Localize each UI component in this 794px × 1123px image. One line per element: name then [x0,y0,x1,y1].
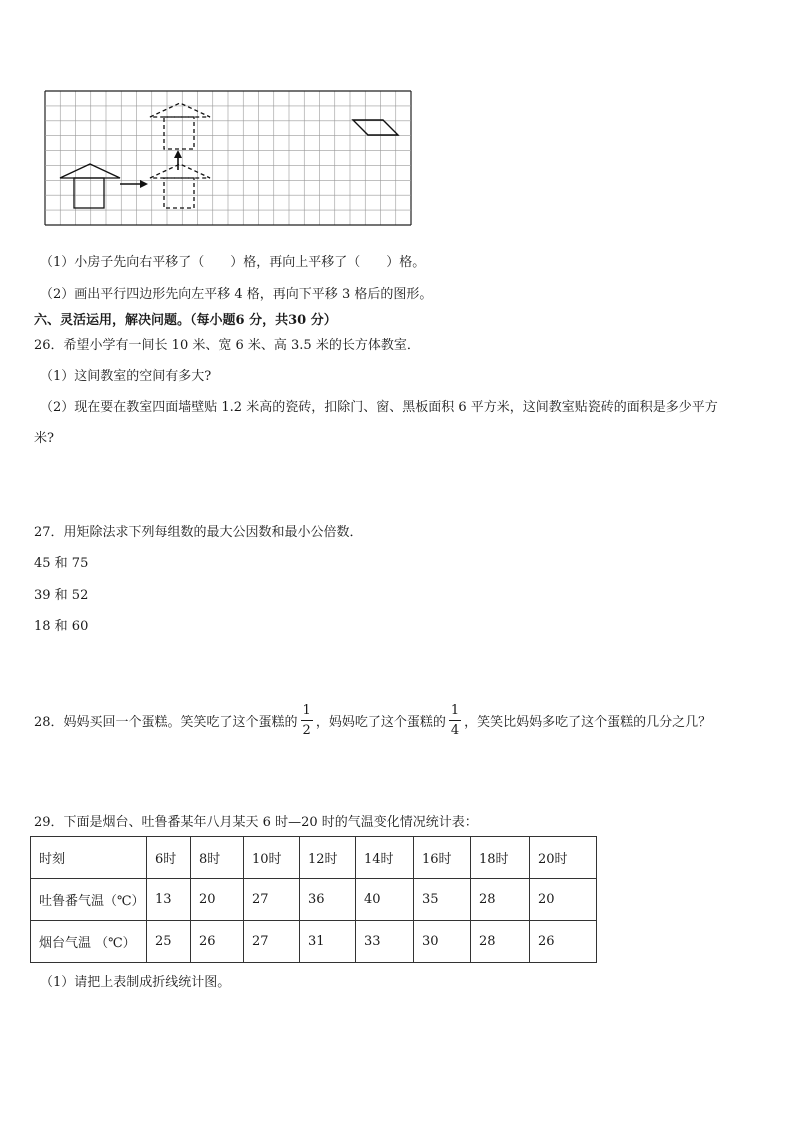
time-cell: 14时 [356,837,414,879]
house-shifted-right [150,164,210,208]
q28-text-b: ，妈妈吃了这个蛋糕的 [315,714,446,730]
q26-stem: 26．希望小学有一间长 10 米、宽 6 米、高 3.5 米的长方体教室． [34,338,420,353]
value-cell: 13 [147,879,191,921]
value-cell: 26 [530,921,597,963]
value-cell: 28 [471,921,530,963]
fraction1-numerator: 1 [301,704,313,721]
value-cell: 33 [356,921,414,963]
value-cell: 27 [244,879,300,921]
value-cell: 36 [300,879,356,921]
section-heading: 六、灵活运用，解决问题。（每小题6 分，共30 分） [34,313,337,328]
value-cell: 40 [356,879,414,921]
q27-stem: 27．用矩除法求下列每组数的最大公因数和最小公倍数． [34,525,363,540]
time-cell: 8时 [191,837,244,879]
table-header-row [31,837,597,879]
arrow-up-icon [174,150,182,170]
q26-part2-line2: 米? [34,431,54,446]
value-cell: 26 [191,921,244,963]
temperature-table [30,836,597,963]
q26-part1: （1）这间教室的空间有多大? [40,369,212,384]
value-cell: 28 [471,879,530,921]
arrow-right-icon [120,180,148,188]
value-cell: 25 [147,921,191,963]
q25-part2: （2）画出平行四边形先向左平移 4 格，再向下平移 3 格后的图形。 [40,287,433,302]
header-label-cell: 时刻 [31,837,147,879]
value-cell: 31 [300,921,356,963]
fraction-one-half [301,704,313,737]
house-shifted-up [150,103,210,149]
q26-part2-line1: （2）现在要在教室四面墙壁贴 1.2 米高的瓷砖，扣除门、窗、黑板面积 6 平方米，这间教室贴瓷砖的面积是多少平方 [40,400,718,415]
q28-text-a: 28．妈妈买回一个蛋糕。笑笑吃了这个蛋糕的 [34,714,298,730]
time-cell: 12时 [300,837,356,879]
value-cell: 20 [530,879,597,921]
q29-part1: （1）请把上表制成折线统计图。 [40,975,231,990]
value-cell: 27 [244,921,300,963]
parallelogram-shape [353,120,398,135]
fraction2-numerator: 1 [449,704,461,721]
value-cell: 30 [414,921,471,963]
time-cell: 10时 [244,837,300,879]
q25-part1: （1）小房子先向右平移了（ ）格，再向上平移了（ ）格。 [40,255,426,270]
time-cell: 6时 [147,837,191,879]
fraction1-denominator: 2 [302,722,311,738]
grid-lines [45,91,411,225]
q27-pair-3: 18 和 60 [34,619,89,634]
time-cell: 16时 [414,837,471,879]
table-row [31,921,597,963]
q27-pair-2: 39 和 52 [34,588,89,603]
q28-line [34,700,711,740]
q28-text-c: ，笑笑比妈妈多吃了这个蛋糕的几分之几？ [464,714,712,730]
q29-stem: 29．下面是烟台、吐鲁番某年八月某天 6 时—20 时的气温变化情况统计表： [34,815,478,830]
time-cell: 20时 [530,837,597,879]
fraction-one-quarter [449,704,461,737]
fraction2-denominator: 4 [450,722,460,738]
time-cell: 18时 [471,837,530,879]
house-original [60,164,120,208]
row-label-cell: 吐鲁番气温（℃） [31,879,147,921]
q27-pair-1: 45 和 75 [34,556,89,571]
value-cell: 35 [414,879,471,921]
table-row [31,879,597,921]
translation-grid-figure [44,90,412,226]
row-label-cell: 烟台气温 （℃） [31,921,147,963]
value-cell: 20 [191,879,244,921]
